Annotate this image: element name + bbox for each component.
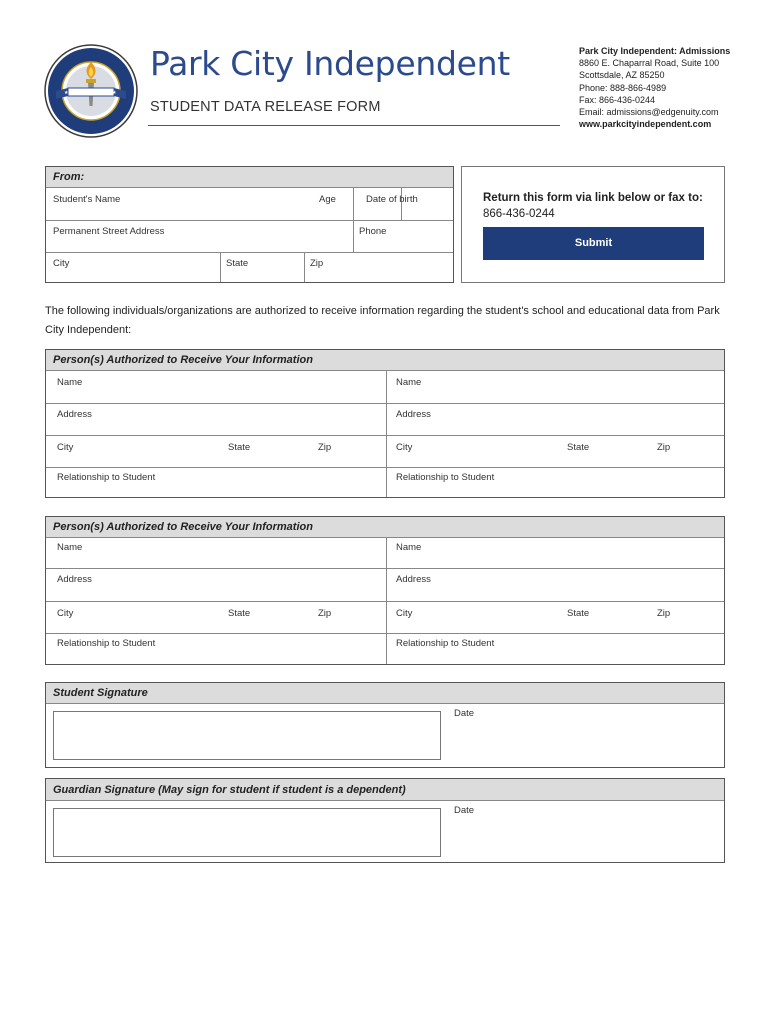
contact-block	[579, 45, 730, 130]
zip-label: Zip	[310, 258, 324, 269]
contact-address-line-2: Scottsdale, AZ 85250	[579, 70, 665, 81]
address-label-left: Address	[57, 574, 92, 585]
contact-fax: Fax: 866-436-0244	[579, 94, 656, 105]
divider	[46, 467, 724, 468]
relationship-label-right: Relationship to Student	[396, 638, 495, 649]
divider	[353, 188, 354, 220]
header-divider	[148, 125, 560, 126]
page-title: Park City Independent	[150, 44, 510, 83]
address-label-left: Address	[57, 409, 92, 420]
divider	[46, 220, 453, 221]
name-label-left: Name	[57, 542, 83, 553]
authorized-section-2	[45, 516, 725, 665]
divider	[304, 252, 305, 282]
city-label-right: City	[396, 442, 413, 453]
relationship-label-right: Relationship to Student	[396, 472, 495, 483]
contact-address-line-1: 8860 E. Chaparral Road, Suite 100	[579, 58, 720, 69]
guardian-signature-date-label: Date	[454, 805, 475, 816]
svg-text:★: ★	[112, 90, 117, 96]
return-panel	[461, 166, 725, 283]
street-address-label: Permanent Street Address	[53, 226, 165, 237]
from-heading: From:	[46, 167, 453, 188]
contact-phone: Phone: 888-866-4989	[579, 82, 667, 93]
student-signature-date-label: Date	[454, 708, 475, 719]
divider	[46, 633, 724, 634]
return-fax-number: 866-436-0244	[483, 208, 555, 220]
address-label-right: Address	[396, 409, 431, 420]
return-instructions	[483, 190, 708, 222]
student-signature-heading: Student Signature	[46, 683, 724, 704]
student-name-label: Student's Name	[53, 194, 121, 205]
relationship-label-left: Relationship to Student	[57, 638, 156, 649]
state-label-right: State	[567, 608, 590, 619]
submit-button[interactable]: Submit	[483, 227, 704, 260]
authorization-intro: The following individuals/organizations are authorized to receive information regarding the student's school and educational data from Park City Independent:	[45, 305, 720, 336]
svg-text:★: ★	[64, 90, 69, 96]
divider	[46, 568, 724, 569]
from-section	[45, 166, 454, 283]
relationship-label-left: Relationship to Student	[57, 472, 156, 483]
contact-org: Park City Independent: Admissions	[579, 46, 731, 56]
contact-email[interactable]: Email: admissions@edgenuity.com	[579, 107, 719, 118]
phone-label: Phone	[359, 226, 387, 237]
divider	[220, 252, 221, 282]
return-instruction-text: Return this form via link below or fax to:	[483, 192, 703, 204]
date-of-birth-label: Date of birth	[366, 194, 418, 205]
divider	[46, 252, 453, 253]
state-label: State	[226, 258, 249, 269]
authorized-section-1	[45, 349, 725, 498]
divider	[353, 220, 354, 252]
state-label-left: State	[228, 442, 251, 453]
city-label-left: City	[57, 442, 74, 453]
divider	[46, 403, 724, 404]
state-label-right: State	[567, 442, 590, 453]
divider	[386, 371, 387, 497]
guardian-signature-field[interactable]	[53, 808, 441, 857]
address-label-right: Address	[396, 574, 431, 585]
divider	[46, 435, 724, 436]
state-label-left: State	[228, 608, 251, 619]
name-label-right: Name	[396, 377, 422, 388]
form-subtitle: STUDENT DATA RELEASE FORM	[150, 99, 381, 115]
authorized-heading: Person(s) Authorized to Receive Your Information	[46, 350, 724, 371]
city-label-left: City	[57, 608, 74, 619]
school-seal-logo	[44, 44, 138, 138]
city-label: City	[53, 258, 70, 269]
contact-website-link[interactable]: www.parkcityindependent.com	[579, 119, 712, 130]
divider	[46, 601, 724, 602]
name-label-left: Name	[57, 377, 83, 388]
zip-label-left: Zip	[318, 608, 332, 619]
student-signature-field[interactable]	[53, 711, 441, 760]
city-label-right: City	[396, 608, 413, 619]
authorized-heading: Person(s) Authorized to Receive Your Information	[46, 517, 724, 538]
zip-label-left: Zip	[318, 442, 332, 453]
zip-label-right: Zip	[657, 442, 671, 453]
zip-label-right: Zip	[657, 608, 671, 619]
name-label-right: Name	[396, 542, 422, 553]
age-label: Age	[319, 194, 336, 205]
guardian-signature-heading: Guardian Signature (May sign for student if student is a dependent)	[46, 779, 724, 801]
